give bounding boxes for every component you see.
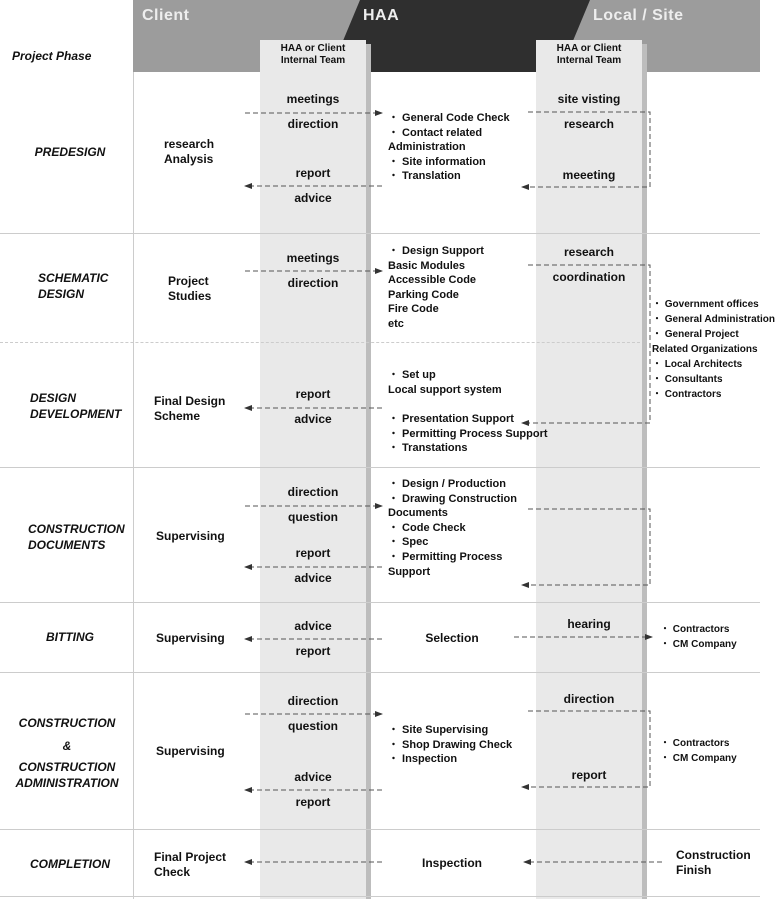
label-meeting: meeeting: [562, 168, 616, 182]
label-report: report: [295, 644, 331, 658]
label-advice: advice: [294, 571, 332, 585]
haa-tasks: ・ General Code Check ・ Contact related Administration ・ Site information ・ Translation: [388, 112, 510, 183]
client-activity: Final Design Scheme: [154, 394, 226, 423]
project-phase-heading: Project Phase: [12, 49, 92, 63]
label-site-visiting: site visting: [557, 92, 621, 106]
phase-construction-administration-b: CONSTRUCTION ADMINISTRATION: [15, 760, 119, 790]
client-lane-header: HAA or Client Internal Team: [280, 43, 346, 66]
label-research: research: [563, 117, 615, 131]
label-advice: advice: [294, 770, 332, 784]
label-hearing: hearing: [567, 617, 611, 631]
haa-tasks: ・ Site Supervising ・ Shop Drawing Check ・ Inspection: [388, 724, 513, 766]
phase-schematic-design: SCHEMATIC DESIGN: [38, 271, 109, 301]
label-report: report: [295, 546, 331, 560]
haa-setup: ・ Set up Local support system: [388, 369, 502, 396]
label-direction: direction: [563, 692, 615, 706]
label-direction: direction: [287, 694, 339, 708]
bidding-organizations: ・ Contractors ・ CM Company: [660, 624, 737, 650]
phase-design-development: DESIGN DEVELOPMENT: [30, 391, 122, 421]
label-research: research: [563, 245, 615, 259]
label-direction: direction: [287, 276, 339, 290]
label-report: report: [571, 768, 607, 782]
client-activity: Supervising: [156, 529, 225, 543]
haa-selection: Selection: [425, 631, 479, 645]
client-activity: Supervising: [156, 631, 225, 645]
haa-inspection: Inspection: [421, 856, 482, 870]
local-completion: Construction Finish: [676, 848, 751, 877]
client-activity: Project Studies: [168, 274, 212, 303]
label-advice: advice: [294, 619, 332, 633]
client-title: Client: [142, 7, 190, 24]
phase-construction-documents: CONSTRUCTION DOCUMENTS: [28, 522, 125, 552]
client-activity: Supervising: [156, 744, 225, 758]
local-lane-header: HAA or Client Internal Team: [556, 43, 622, 66]
label-report: report: [295, 166, 331, 180]
local-site-title: Local / Site: [593, 7, 684, 24]
label-coordination: coordination: [552, 270, 626, 284]
label-advice: advice: [294, 412, 332, 426]
label-meetings: meetings: [286, 92, 340, 106]
phase-construction-administration: CONSTRUCTION &: [18, 716, 116, 753]
construction-organizations: ・ Contractors ・ CM Company: [660, 738, 737, 764]
local-loop: [522, 509, 650, 585]
label-direction: direction: [287, 117, 339, 131]
label-advice: advice: [294, 191, 332, 205]
phase-predesign: PREDESIGN: [34, 145, 106, 159]
local-organizations: ・ Government offices ・ General Administration ・ General Project Related Organizations ・ Local Architects ・ Consultants ・ Contractors: [652, 299, 775, 400]
label-meetings: meetings: [286, 251, 340, 265]
client-activity: Final Project Check: [154, 850, 227, 879]
label-direction: direction: [287, 485, 339, 499]
haa-title: HAA: [363, 7, 400, 24]
label-report: report: [295, 795, 331, 809]
haa-tasks: ・ Presentation Support ・ Permitting Process Support ・ Transtations: [388, 413, 548, 455]
haa-tasks: ・ Design / Production ・ Drawing Construction Documents ・ Code Check ・ Spec ・ Permitting Process Support: [388, 478, 517, 578]
label-question: question: [288, 719, 338, 733]
label-report: report: [295, 387, 331, 401]
label-question: question: [288, 510, 338, 524]
phase-bitting: BITTING: [46, 630, 94, 644]
haa-tasks: ・ Design Support Basic Modules Accessible Code Parking Code Fire Code etc: [388, 245, 484, 330]
phase-completion: COMPLETION: [30, 857, 110, 871]
client-activity: research Analysis: [164, 137, 215, 166]
local-loop: [522, 265, 650, 423]
